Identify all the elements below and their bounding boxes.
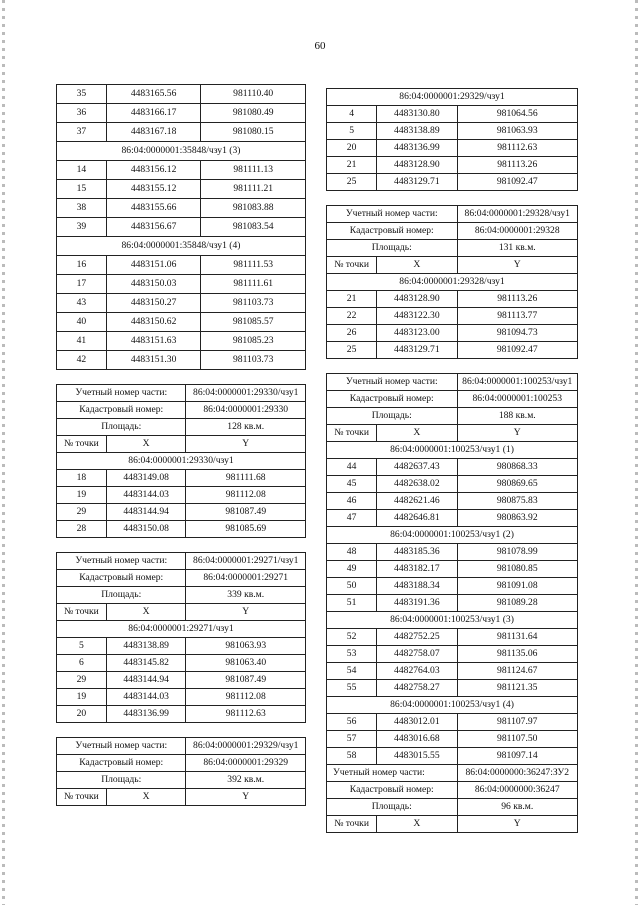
table-row: [327, 174, 578, 191]
table-row: [57, 85, 306, 104]
x-coordinate: 4483155.12: [106, 180, 201, 199]
table-row: [57, 521, 306, 538]
x-coordinate: 4483151.06: [106, 256, 201, 275]
y-coordinate: 981087.49: [186, 672, 306, 689]
point-number: 29: [57, 672, 107, 689]
table-row: [327, 544, 578, 561]
x-coordinate: 4482752.25: [377, 629, 457, 646]
point-number: 21: [327, 291, 377, 308]
area-label: Площадь:: [327, 240, 458, 257]
x-coordinate: 4483182.17: [377, 561, 457, 578]
y-coordinate: 981080.49: [201, 104, 306, 123]
area-value: 188 кв.м.: [457, 408, 578, 425]
account-value: 86:04:0000001:29330/чзу1: [186, 385, 306, 402]
group-header: 86:04:0000001:29329/чзу1: [327, 89, 578, 106]
y-coordinate: 981111.21: [201, 180, 306, 199]
x-coordinate: 4483144.03: [106, 689, 186, 706]
point-no-header: № точки: [327, 257, 377, 274]
y-coordinate: 981063.40: [186, 655, 306, 672]
point-number: 44: [327, 459, 377, 476]
point-number: 15: [57, 180, 107, 199]
point-number: 42: [57, 351, 107, 370]
x-header: X: [106, 604, 186, 621]
y-coordinate: 981112.08: [186, 689, 306, 706]
x-coordinate: 4483165.56: [106, 85, 201, 104]
table-29330: [56, 384, 306, 538]
account-label: Учетный номер части:: [57, 553, 186, 570]
point-number: 39: [57, 218, 107, 237]
y-coordinate: 980863.92: [457, 510, 578, 527]
cadastral-label: Кадастровый номер:: [57, 570, 186, 587]
y-coordinate: 980875.83: [457, 493, 578, 510]
cadastral-label: Кадастровый номер:: [327, 391, 458, 408]
group-header: 86:04:0000001:100253/чзу1 (3): [327, 612, 578, 629]
table-29328: [326, 205, 578, 359]
table-row: [327, 595, 578, 612]
area-value: 128 кв.м.: [186, 419, 306, 436]
area-label: Площадь:: [57, 587, 186, 604]
table-row: [327, 493, 578, 510]
y-coordinate: 981111.68: [186, 470, 306, 487]
y-coordinate: 981113.26: [457, 291, 578, 308]
area-value: 339 кв.м.: [186, 587, 306, 604]
table-row: [327, 140, 578, 157]
x-coordinate: 4483129.71: [377, 174, 457, 191]
point-number: 49: [327, 561, 377, 578]
table-row: [327, 291, 578, 308]
x-coordinate: 4483136.99: [377, 140, 457, 157]
table-row: [327, 748, 578, 765]
left-column: [56, 84, 306, 820]
table-row: [327, 561, 578, 578]
point-no-header: № точки: [57, 436, 107, 453]
x-coordinate: 4483191.36: [377, 595, 457, 612]
y-coordinate: 981135.06: [457, 646, 578, 663]
table-35848-continued: [56, 84, 306, 370]
y-coordinate: 981092.47: [457, 342, 578, 359]
point-number: 20: [57, 706, 107, 723]
table-row: [327, 123, 578, 140]
cadastral-label: Кадастровый номер:: [327, 782, 458, 799]
x-coordinate: 4483151.63: [106, 332, 201, 351]
scan-edge-right: [635, 0, 638, 905]
point-number: 14: [57, 161, 107, 180]
y-coordinate: 981085.23: [201, 332, 306, 351]
x-coordinate: 4483185.36: [377, 544, 457, 561]
point-no-header: № точки: [57, 604, 107, 621]
y-header: Y: [186, 789, 306, 806]
table-row: [57, 294, 306, 313]
y-coordinate: 981113.77: [457, 308, 578, 325]
x-header: X: [377, 816, 457, 833]
y-coordinate: 981087.49: [186, 504, 306, 521]
scan-edge-left: [2, 0, 5, 905]
area-label: Площадь:: [57, 772, 186, 789]
x-coordinate: 4483128.90: [377, 291, 457, 308]
group-header: 86:04:0000001:100253/чзу1 (2): [327, 527, 578, 544]
y-coordinate: 981107.50: [457, 731, 578, 748]
point-no-header: № точки: [57, 789, 107, 806]
point-number: 25: [327, 342, 377, 359]
point-number: 57: [327, 731, 377, 748]
x-coordinate: 4483145.82: [106, 655, 186, 672]
x-coordinate: 4483136.99: [106, 706, 186, 723]
point-number: 18: [57, 470, 107, 487]
cadastral-value: 86:04:0000001:29271: [186, 570, 306, 587]
x-coordinate: 4483128.90: [377, 157, 457, 174]
x-coordinate: 4482646.81: [377, 510, 457, 527]
table-row: [57, 672, 306, 689]
point-number: 22: [327, 308, 377, 325]
x-coordinate: 4483122.30: [377, 308, 457, 325]
point-number: 6: [57, 655, 107, 672]
table-row: [57, 218, 306, 237]
y-coordinate: 981107.97: [457, 714, 578, 731]
area-value: 96 кв.м.: [457, 799, 578, 816]
point-number: 26: [327, 325, 377, 342]
point-number: 41: [57, 332, 107, 351]
x-coordinate: 4483156.12: [106, 161, 201, 180]
table-row: [57, 689, 306, 706]
table-row: [327, 680, 578, 697]
y-coordinate: 981112.08: [186, 487, 306, 504]
x-coordinate: 4483130.80: [377, 106, 457, 123]
x-coordinate: 4483149.08: [106, 470, 186, 487]
x-coordinate: 4483188.34: [377, 578, 457, 595]
y-coordinate: 981113.26: [457, 157, 578, 174]
x-coordinate: 4482621.46: [377, 493, 457, 510]
area-label: Площадь:: [327, 408, 458, 425]
point-number: 40: [57, 313, 107, 332]
y-coordinate: 980869.65: [457, 476, 578, 493]
table-row: [57, 351, 306, 370]
cadastral-value: 86:04:0000001:100253: [457, 391, 578, 408]
point-number: 43: [57, 294, 107, 313]
table-row: [57, 123, 306, 142]
y-coordinate: 981131.64: [457, 629, 578, 646]
point-number: 21: [327, 157, 377, 174]
point-number: 38: [57, 199, 107, 218]
x-coordinate: 4483138.89: [377, 123, 457, 140]
y-coordinate: 981094.73: [457, 325, 578, 342]
group-header: 86:04:0000001:35848/чзу1 (4): [57, 237, 306, 256]
table-row: [57, 504, 306, 521]
x-coordinate: 4483015.55: [377, 748, 457, 765]
point-number: 55: [327, 680, 377, 697]
x-coordinate: 4483150.03: [106, 275, 201, 294]
y-coordinate: 981103.73: [201, 294, 306, 313]
account-label: Учетный номер части:: [327, 206, 458, 223]
account-label: Учетный номер части:: [57, 738, 186, 755]
point-number: 20: [327, 140, 377, 157]
y-coordinate: 981111.13: [201, 161, 306, 180]
point-number: 5: [327, 123, 377, 140]
table-row: [327, 578, 578, 595]
y-header: Y: [457, 816, 578, 833]
y-coordinate: 981089.28: [457, 595, 578, 612]
table-29329-continued: [326, 88, 578, 191]
account-value: 86:04:0000001:100253/чзу1: [457, 374, 578, 391]
group-header-row: [327, 612, 578, 629]
y-header: Y: [457, 425, 578, 442]
point-number: 52: [327, 629, 377, 646]
table-row: [327, 629, 578, 646]
y-header: Y: [186, 604, 306, 621]
table-row: [327, 731, 578, 748]
group-header-row: [57, 237, 306, 256]
x-header: X: [377, 257, 457, 274]
table-row: [57, 256, 306, 275]
x-coordinate: 4483166.17: [106, 104, 201, 123]
point-number: 45: [327, 476, 377, 493]
point-number: 37: [57, 123, 107, 142]
x-coordinate: 4482758.27: [377, 680, 457, 697]
y-coordinate: 981064.56: [457, 106, 578, 123]
cadastral-value: 86:04:0000000:36247: [457, 782, 578, 799]
cadastral-value: 86:04:0000001:29329: [186, 755, 306, 772]
x-coordinate: 4482637.43: [377, 459, 457, 476]
table-row: [327, 510, 578, 527]
group-header: 86:04:0000001:29328/чзу1: [327, 274, 578, 291]
y-coordinate: 981063.93: [186, 638, 306, 655]
table-row: [57, 332, 306, 351]
table-row: [57, 104, 306, 123]
table-row: [327, 106, 578, 123]
x-header: X: [106, 436, 186, 453]
x-coordinate: 4483156.67: [106, 218, 201, 237]
group-header: 86:04:0000001:29271/чзу1: [57, 621, 306, 638]
account-value: 86:04:0000001:29271/чзу1: [186, 553, 306, 570]
y-coordinate: 981085.57: [201, 313, 306, 332]
y-coordinate: 981111.61: [201, 275, 306, 294]
point-number: 28: [57, 521, 107, 538]
x-coordinate: 4483150.62: [106, 313, 201, 332]
table-100253: [326, 373, 578, 833]
y-coordinate: 981092.47: [457, 174, 578, 191]
point-number: 19: [57, 487, 107, 504]
table-row: [57, 180, 306, 199]
x-coordinate: 4483012.01: [377, 714, 457, 731]
right-column: [326, 88, 578, 843]
point-number: 19: [57, 689, 107, 706]
y-coordinate: 981063.93: [457, 123, 578, 140]
table-row: [57, 161, 306, 180]
x-coordinate: 4483144.94: [106, 672, 186, 689]
point-number: 16: [57, 256, 107, 275]
point-number: 36: [57, 104, 107, 123]
x-coordinate: 4483167.18: [106, 123, 201, 142]
table-row: [327, 325, 578, 342]
x-coordinate: 4483144.03: [106, 487, 186, 504]
group-header-row: [57, 142, 306, 161]
x-coordinate: 4483123.00: [377, 325, 457, 342]
x-header: X: [106, 789, 186, 806]
table-row: [327, 714, 578, 731]
y-header: Y: [457, 257, 578, 274]
y-coordinate: 981124.67: [457, 663, 578, 680]
account-label: Учетный номер части:: [57, 385, 186, 402]
y-coordinate: 981112.63: [186, 706, 306, 723]
table-row: [57, 638, 306, 655]
point-no-header: № точки: [327, 816, 377, 833]
point-no-header: № точки: [327, 425, 377, 442]
y-coordinate: 981078.99: [457, 544, 578, 561]
table-row: [57, 275, 306, 294]
y-coordinate: 981121.35: [457, 680, 578, 697]
group-header: 86:04:0000001:29330/чзу1: [57, 453, 306, 470]
point-number: 48: [327, 544, 377, 561]
y-coordinate: 981110.40: [201, 85, 306, 104]
cadastral-label: Кадастровый номер:: [57, 402, 186, 419]
x-coordinate: 4483016.68: [377, 731, 457, 748]
area-value: 131 кв.м.: [457, 240, 578, 257]
y-coordinate: 981080.15: [201, 123, 306, 142]
table-row: [57, 199, 306, 218]
cadastral-label: Кадастровый номер:: [57, 755, 186, 772]
y-coordinate: 981085.69: [186, 521, 306, 538]
point-number: 47: [327, 510, 377, 527]
x-header: X: [377, 425, 457, 442]
y-coordinate: 981111.53: [201, 256, 306, 275]
table-row: [57, 706, 306, 723]
x-coordinate: 4483151.30: [106, 351, 201, 370]
cadastral-value: 86:04:0000001:29330: [186, 402, 306, 419]
area-label: Площадь:: [327, 799, 458, 816]
table-row: [327, 476, 578, 493]
y-coordinate: 981091.08: [457, 578, 578, 595]
group-header-row: [327, 442, 578, 459]
x-coordinate: 4483155.66: [106, 199, 201, 218]
point-number: 54: [327, 663, 377, 680]
group-header: 86:04:0000001:35848/чзу1 (3): [57, 142, 306, 161]
point-number: 35: [57, 85, 107, 104]
table-29271: [56, 552, 306, 723]
account-value: 86:04:0000001:29328/чзу1: [457, 206, 578, 223]
y-coordinate: 981097.14: [457, 748, 578, 765]
point-number: 58: [327, 748, 377, 765]
table-row: [327, 308, 578, 325]
group-header: 86:04:0000001:100253/чзу1 (4): [327, 697, 578, 714]
group-header-row: [327, 527, 578, 544]
table-row: [57, 313, 306, 332]
x-coordinate: 4483144.94: [106, 504, 186, 521]
table-row: [327, 459, 578, 476]
account-value: 86:04:0000001:29329/чзу1: [186, 738, 306, 755]
table-row: [327, 663, 578, 680]
y-coordinate: 981083.88: [201, 199, 306, 218]
x-coordinate: 4483129.71: [377, 342, 457, 359]
point-number: 4: [327, 106, 377, 123]
point-number: 51: [327, 595, 377, 612]
x-coordinate: 4483138.89: [106, 638, 186, 655]
point-number: 50: [327, 578, 377, 595]
x-coordinate: 4482764.03: [377, 663, 457, 680]
point-number: 5: [57, 638, 107, 655]
x-coordinate: 4483150.27: [106, 294, 201, 313]
point-number: 46: [327, 493, 377, 510]
table-row: [57, 470, 306, 487]
area-value: 392 кв.м.: [186, 772, 306, 789]
group-header-row: [327, 697, 578, 714]
y-coordinate: 981103.73: [201, 351, 306, 370]
point-number: 53: [327, 646, 377, 663]
table-row: [327, 157, 578, 174]
account-value: 86:04:0000000:36247:ЗУ2: [457, 765, 578, 782]
area-label: Площадь:: [57, 419, 186, 436]
table-row: [327, 342, 578, 359]
point-number: 25: [327, 174, 377, 191]
cadastral-value: 86:04:0000001:29328: [457, 223, 578, 240]
page-number: 60: [314, 40, 326, 52]
point-number: 29: [57, 504, 107, 521]
y-coordinate: 981083.54: [201, 218, 306, 237]
table-row: [57, 487, 306, 504]
y-coordinate: 981080.85: [457, 561, 578, 578]
x-coordinate: 4482758.07: [377, 646, 457, 663]
account-label: Учетный номер части:: [327, 765, 458, 782]
y-header: Y: [186, 436, 306, 453]
point-number: 56: [327, 714, 377, 731]
table-row: [57, 655, 306, 672]
y-coordinate: 980868.33: [457, 459, 578, 476]
x-coordinate: 4483150.08: [106, 521, 186, 538]
account-label: Учетный номер части:: [327, 374, 458, 391]
point-number: 17: [57, 275, 107, 294]
y-coordinate: 981112.63: [457, 140, 578, 157]
x-coordinate: 4482638.02: [377, 476, 457, 493]
group-header: 86:04:0000001:100253/чзу1 (1): [327, 442, 578, 459]
cadastral-label: Кадастровый номер:: [327, 223, 458, 240]
table-row: [327, 646, 578, 663]
table-29329-header: [56, 737, 306, 806]
